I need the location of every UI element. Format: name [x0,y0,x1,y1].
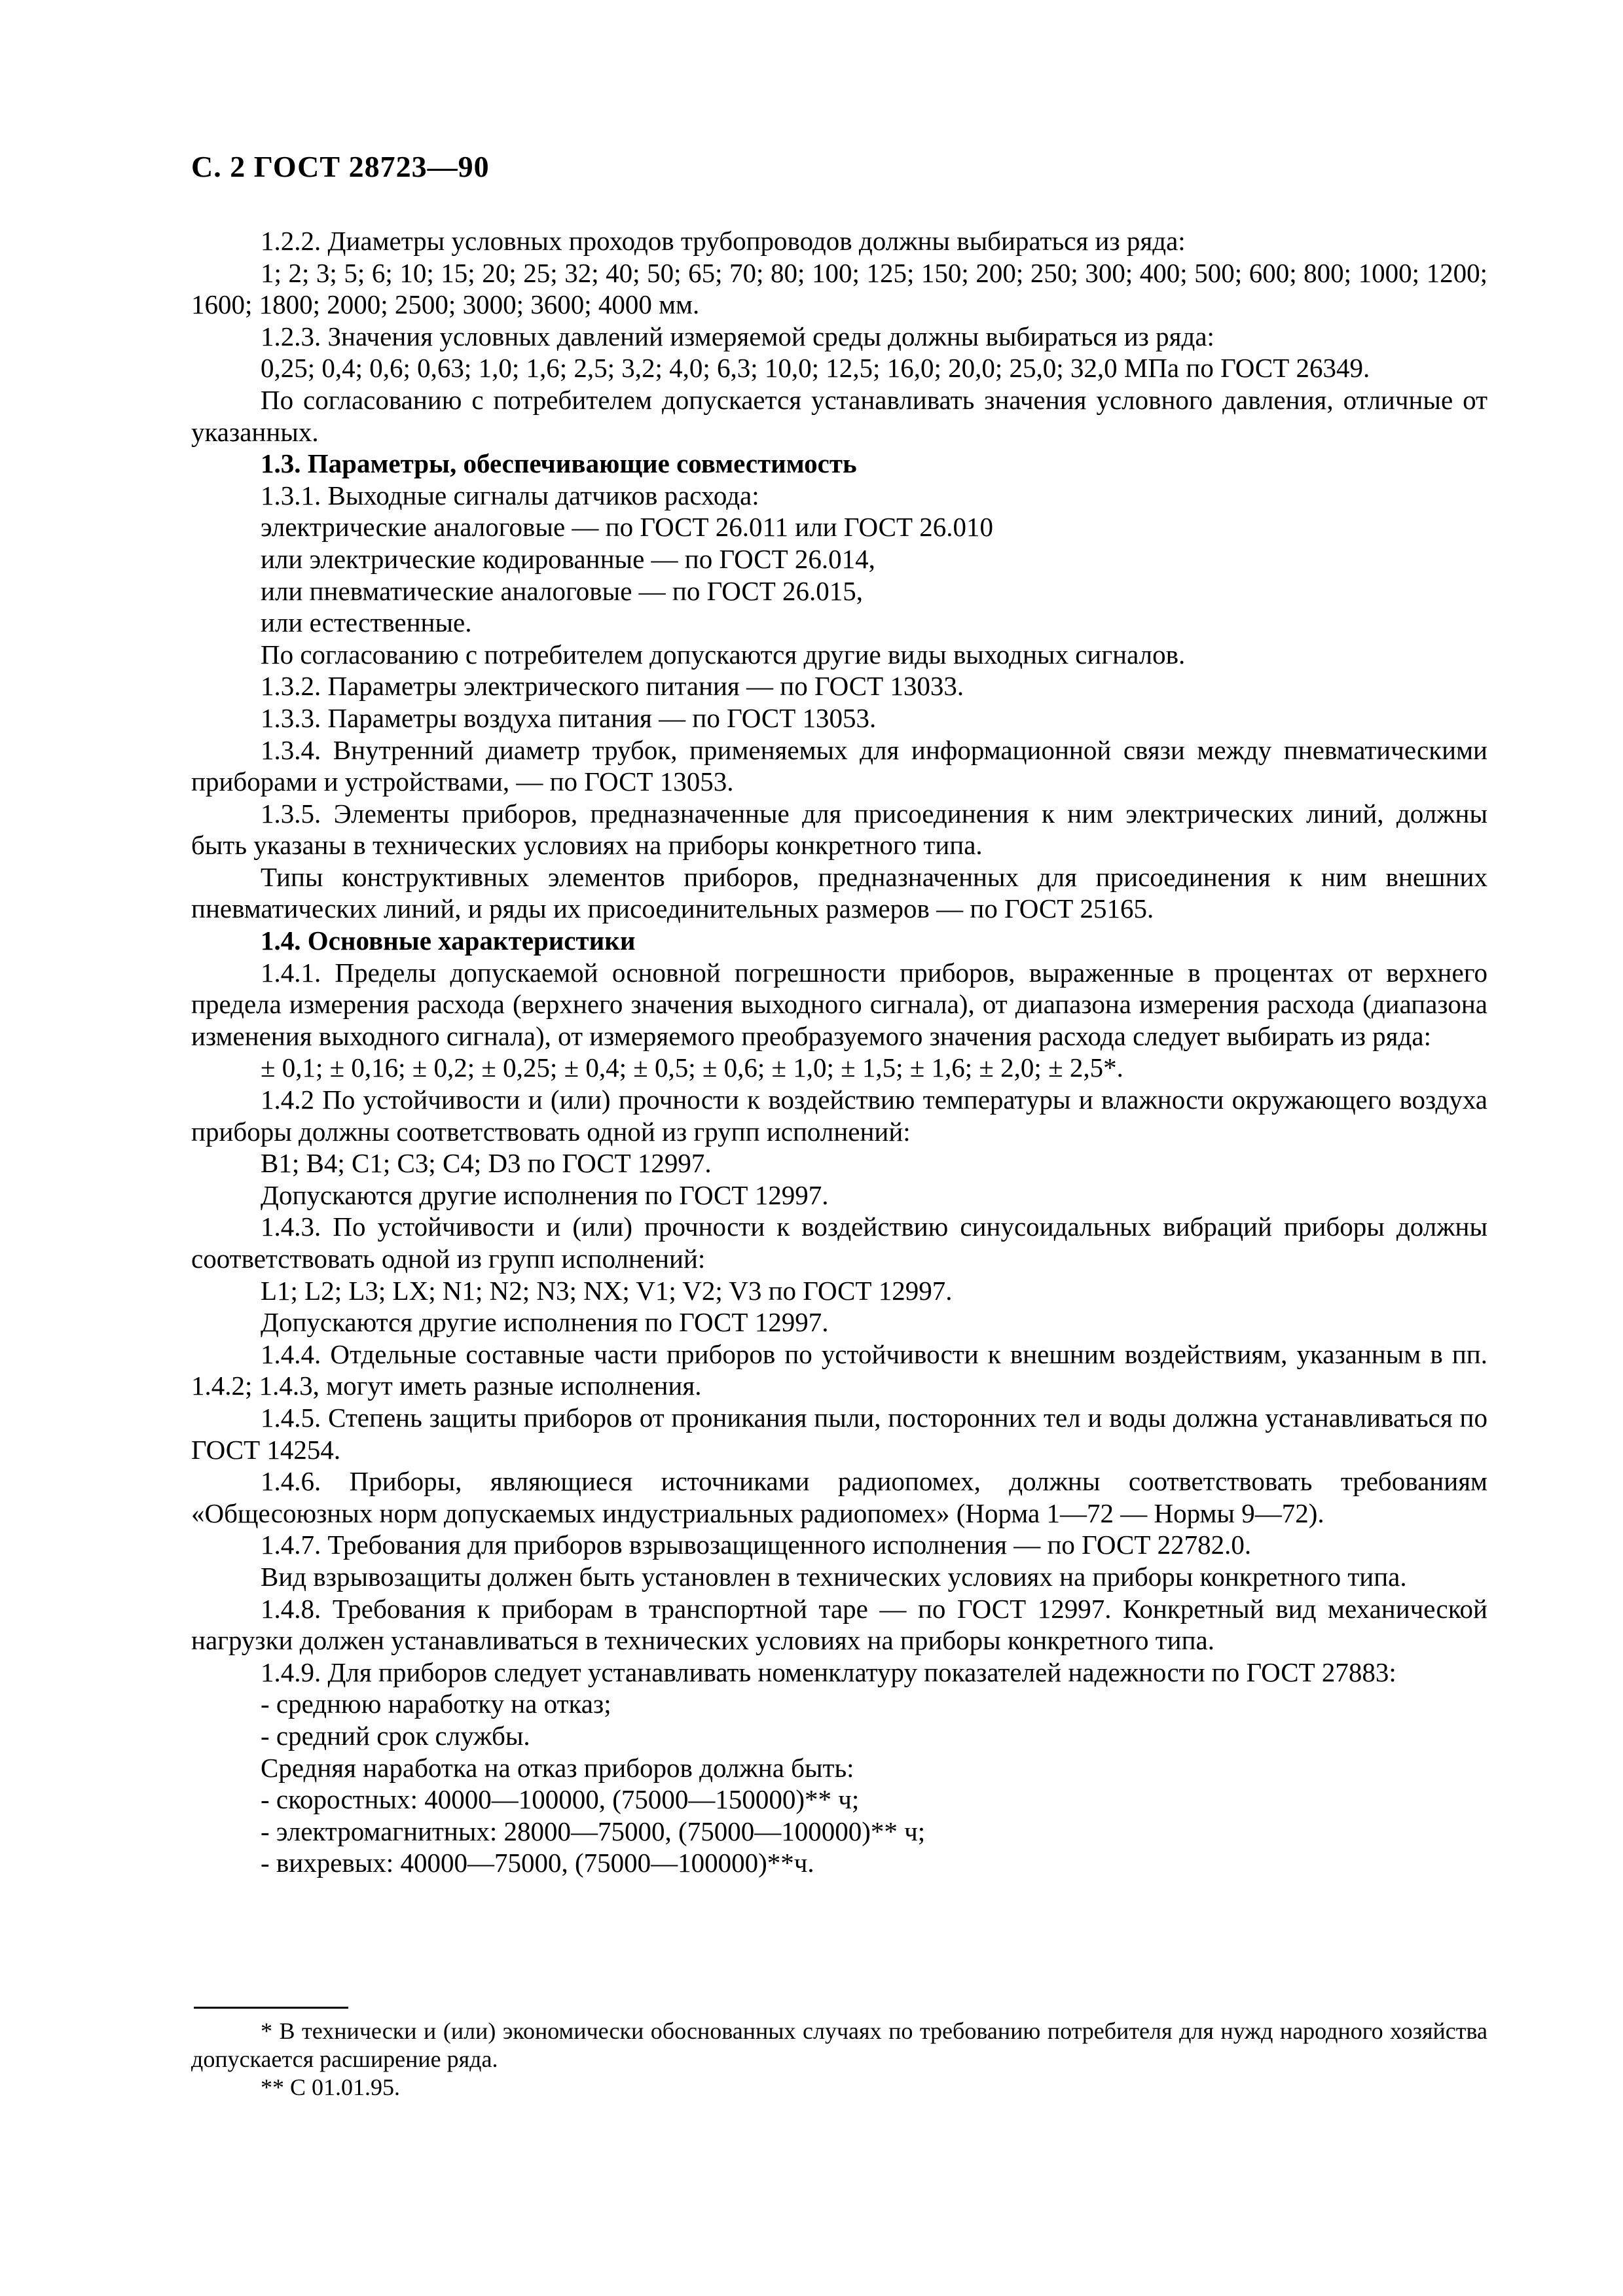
paragraph-error-series: ± 0,1; ± 0,16; ± 0,2; ± 0,25; ± 0,4; ± 0,5; ± 0,6; ± 1,0; ± 1,5; ± 1,6; ± 2,0; ± 2,5*. [261,1052,1123,1083]
document-body [191,225,1487,1879]
paragraph-pressure-agreement: По согласованию с потребителем допускается устанавливать значения условного давления, отличные от указанных. [191,384,1487,447]
section-heading-1-4: 1.4. Основные характеристики [261,925,636,956]
paragraph-signal-agreement: По согласованию с потребителем допускаются другие виды выходных сигналов. [261,639,1186,670]
paragraph-other-vibration: Допускаются другие исполнения по ГОСТ 12997. [261,1307,829,1338]
paragraph-1-3-1: 1.3.1. Выходные сигналы датчиков расхода: [261,480,759,511]
paragraph-climate-groups: В1; В4; С1; С3; С4; D3 по ГОСТ 12997. [261,1148,712,1179]
page-header: С. 2 ГОСТ 28723—90 [191,150,490,183]
paragraph-mtbf-intro: Средняя наработка на отказ приборов должна быть: [261,1752,854,1783]
list-item-service-life: - средний срок службы. [261,1720,530,1751]
list-item-mtbf: - среднюю наработку на отказ; [261,1689,611,1719]
paragraph-pressure-series: 0,25; 0,4; 0,6; 0,63; 1,0; 1,6; 2,5; 3,2; 4,0; 6,3; 10,0; 12,5; 16,0; 20,0; 25,0; 32,0 МПа по ГОСТ 26349. [261,353,1370,384]
list-item-natural: или естественные. [261,607,472,638]
list-item-vortex: - вихревых: 40000—75000, (75000—100000)**ч. [261,1848,814,1878]
paragraph-1-4-8: 1.4.8. Требования к приборам в транспортной таре — по ГОСТ 12997. Конкретный вид механической нагрузки должен устанавливаться в технических условиях на приборы конкретного типа. [191,1593,1487,1656]
list-item-pneumatic: или пневматические аналоговые — по ГОСТ 26.015, [261,575,864,606]
paragraph-1-4-4: 1.4.4. Отдельные составные части приборов по устойчивости к внешним воздействиям, указанным в пп. 1.4.2; 1.4.3, могут иметь разные исполнения. [191,1338,1487,1401]
footnote-2: ** С 01.01.95. [261,2074,401,2100]
paragraph-1-3-3: 1.3.3. Параметры воздуха питания — по ГОСТ 13053. [261,702,877,733]
paragraph-1-3-5: 1.3.5. Элементы приборов, предназначенные для присоединения к ним электрических линий, должны быть указаны в технических условиях на приборы конкретного типа. [191,798,1487,861]
paragraph-1-4-6: 1.4.6. Приборы, являющиеся источниками радиопомех, должны соответствовать требованиям «Общесоюзных норм допускаемых индустриальных радиопомех» (Норма 1—72 — Нормы 9—72). [191,1466,1487,1528]
paragraph-1-4-9: 1.4.9. Для приборов следует устанавливать номенклатуру показателей надежности по ГОСТ 27883: [261,1657,1396,1687]
footnote-divider [194,2007,348,2009]
footnote-1: * В технически и (или) экономически обоснованных случаях по требованию потребителя для нужд народного хозяйства допускается расширение ряда. [191,2018,1487,2072]
paragraph-1-4-1: 1.4.1. Пределы допускаемой основной погрешности приборов, выраженные в процентах от верхнего предела измерения расхода (верхнего значения выходного сигнала), от диапазона измерения расхода (диапазона изменения выходного сигнала), от измеряемого преобразуемого значения расхода следует выбирать из ряда: [191,957,1487,1051]
paragraph-diameter-series: 1; 2; 3; 5; 6; 10; 15; 20; 25; 32; 40; 50; 65; 70; 80; 100; 125; 150; 200; 250; 300; 400; 500; 600; 800; 1000; 1200; 1600; 1800; 2000; 2500; 3000; 3600; 4000 мм. [191,257,1487,320]
paragraph-1-4-2: 1.4.2 По устойчивости и (или) прочности к воздействию температуры и влажности окружающего воздуха приборы должны соответствовать одной из групп исполнений: [191,1085,1487,1147]
paragraph-1-3-4: 1.3.4. Внутренний диаметр трубок, применяемых для информационной связи между пневматическими приборами и устройствами, — по ГОСТ 13053. [191,734,1487,797]
section-heading-1-3: 1.3. Параметры, обеспечивающие совместимость [261,448,857,479]
paragraph-1-2-2: 1.2.2. Диаметры условных проходов трубопроводов должны выбираться из ряда: [261,226,1186,256]
paragraph-1-4-7: 1.4.7. Требования для приборов взрывозащищенного исполнения — по ГОСТ 22782.0. [261,1530,1252,1560]
list-item-coded-electric: или электрические кодированные — по ГОСТ 26.014, [261,543,875,574]
paragraph-vibration-groups: L1; L2; L3; LX; N1; N2; N3; NX; V1; V2; V3 по ГОСТ 12997. [261,1275,953,1306]
paragraph-explosion-protection: Вид взрывозащиты должен быть установлен в технических условиях на приборы конкретного типа. [261,1561,1407,1592]
paragraph-1-3-2: 1.3.2. Параметры электрического питания — по ГОСТ 13033. [261,671,964,702]
paragraph-other-climate: Допускаются другие исполнения по ГОСТ 12997. [261,1179,829,1210]
paragraph-1-4-3: 1.4.3. По устойчивости и (или) прочности к воздействию синусоидальных вибраций приборы должны соответствовать одной из групп исполнений: [191,1211,1487,1274]
list-item-electromagnetic: - электромагнитных: 28000—75000, (75000—100000)** ч; [261,1816,926,1846]
list-item-analog-electric: электрические аналоговые — по ГОСТ 26.011 или ГОСТ 26.010 [261,512,994,543]
paragraph-1-4-5: 1.4.5. Степень защиты приборов от проникания пыли, посторонних тел и воды должна устанавливаться по ГОСТ 14254. [191,1402,1487,1465]
footnotes [191,2017,1487,2102]
paragraph-1-2-3: 1.2.3. Значения условных давлений измеряемой среды должны выбираться из ряда: [261,321,1214,351]
paragraph-construct-elements: Типы конструктивных элементов приборов, предназначенных для присоединения к ним внешних пневматических линий, и ряды их присоединительных размеров — по ГОСТ 25165. [191,861,1487,924]
list-item-velocity: - скоростных: 40000—100000, (75000—150000)** ч; [261,1784,860,1815]
